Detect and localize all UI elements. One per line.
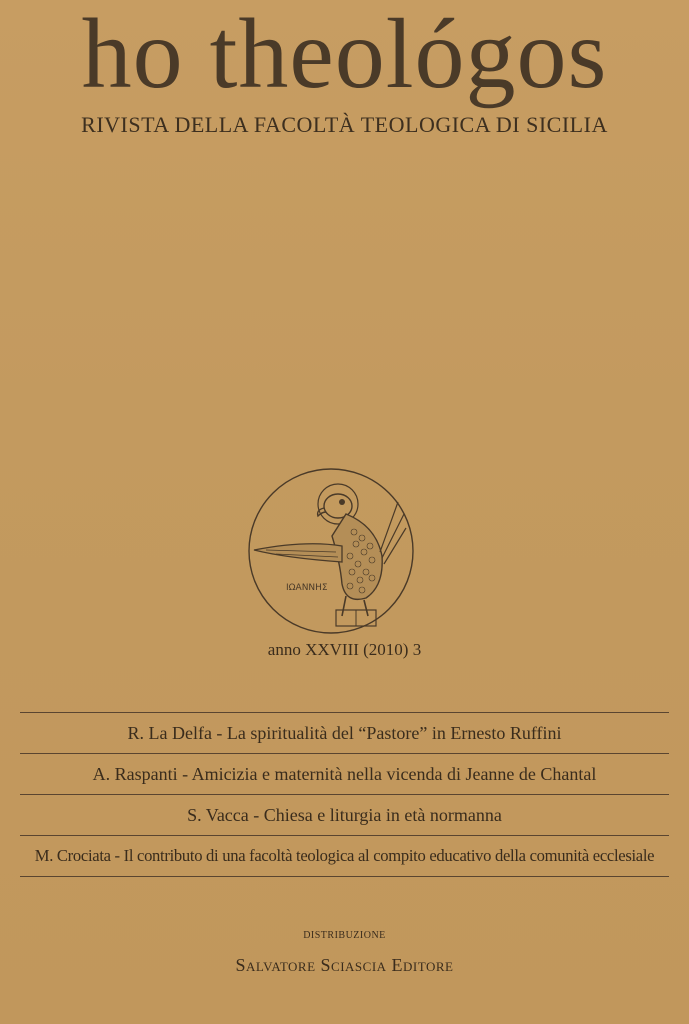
emblem-inscription: ΙΩΑΝΝΗΣ <box>286 583 328 593</box>
eagle-emblem-icon <box>246 466 416 636</box>
article-entry: A. Raspanti - Amicizia e maternità nella vicenda di Jeanne de Chantal <box>20 754 669 795</box>
issue-number: anno XXVIII (2010) 3 <box>267 640 422 659</box>
table-of-contents <box>20 712 669 877</box>
article-entry: M. Crociata - Il contributo di una facoltà teologica al compito educativo della comunità ecclesiale <box>20 836 669 877</box>
publisher-name: Salvatore Sciascia Editore <box>235 955 454 975</box>
journal-subtitle: RIVISTA DELLA FACOLTÀ TEOLOGICA DI SICILIA <box>81 112 608 137</box>
article-entry: R. La Delfa - La spiritualità del “Pastore” in Ernesto Ruffini <box>20 713 669 754</box>
journal-title: ho theológos <box>81 0 608 109</box>
distribution-label: DISTRIBUZIONE <box>303 930 386 941</box>
article-entry: S. Vacca - Chiesa e liturgia in età normanna <box>20 795 669 836</box>
